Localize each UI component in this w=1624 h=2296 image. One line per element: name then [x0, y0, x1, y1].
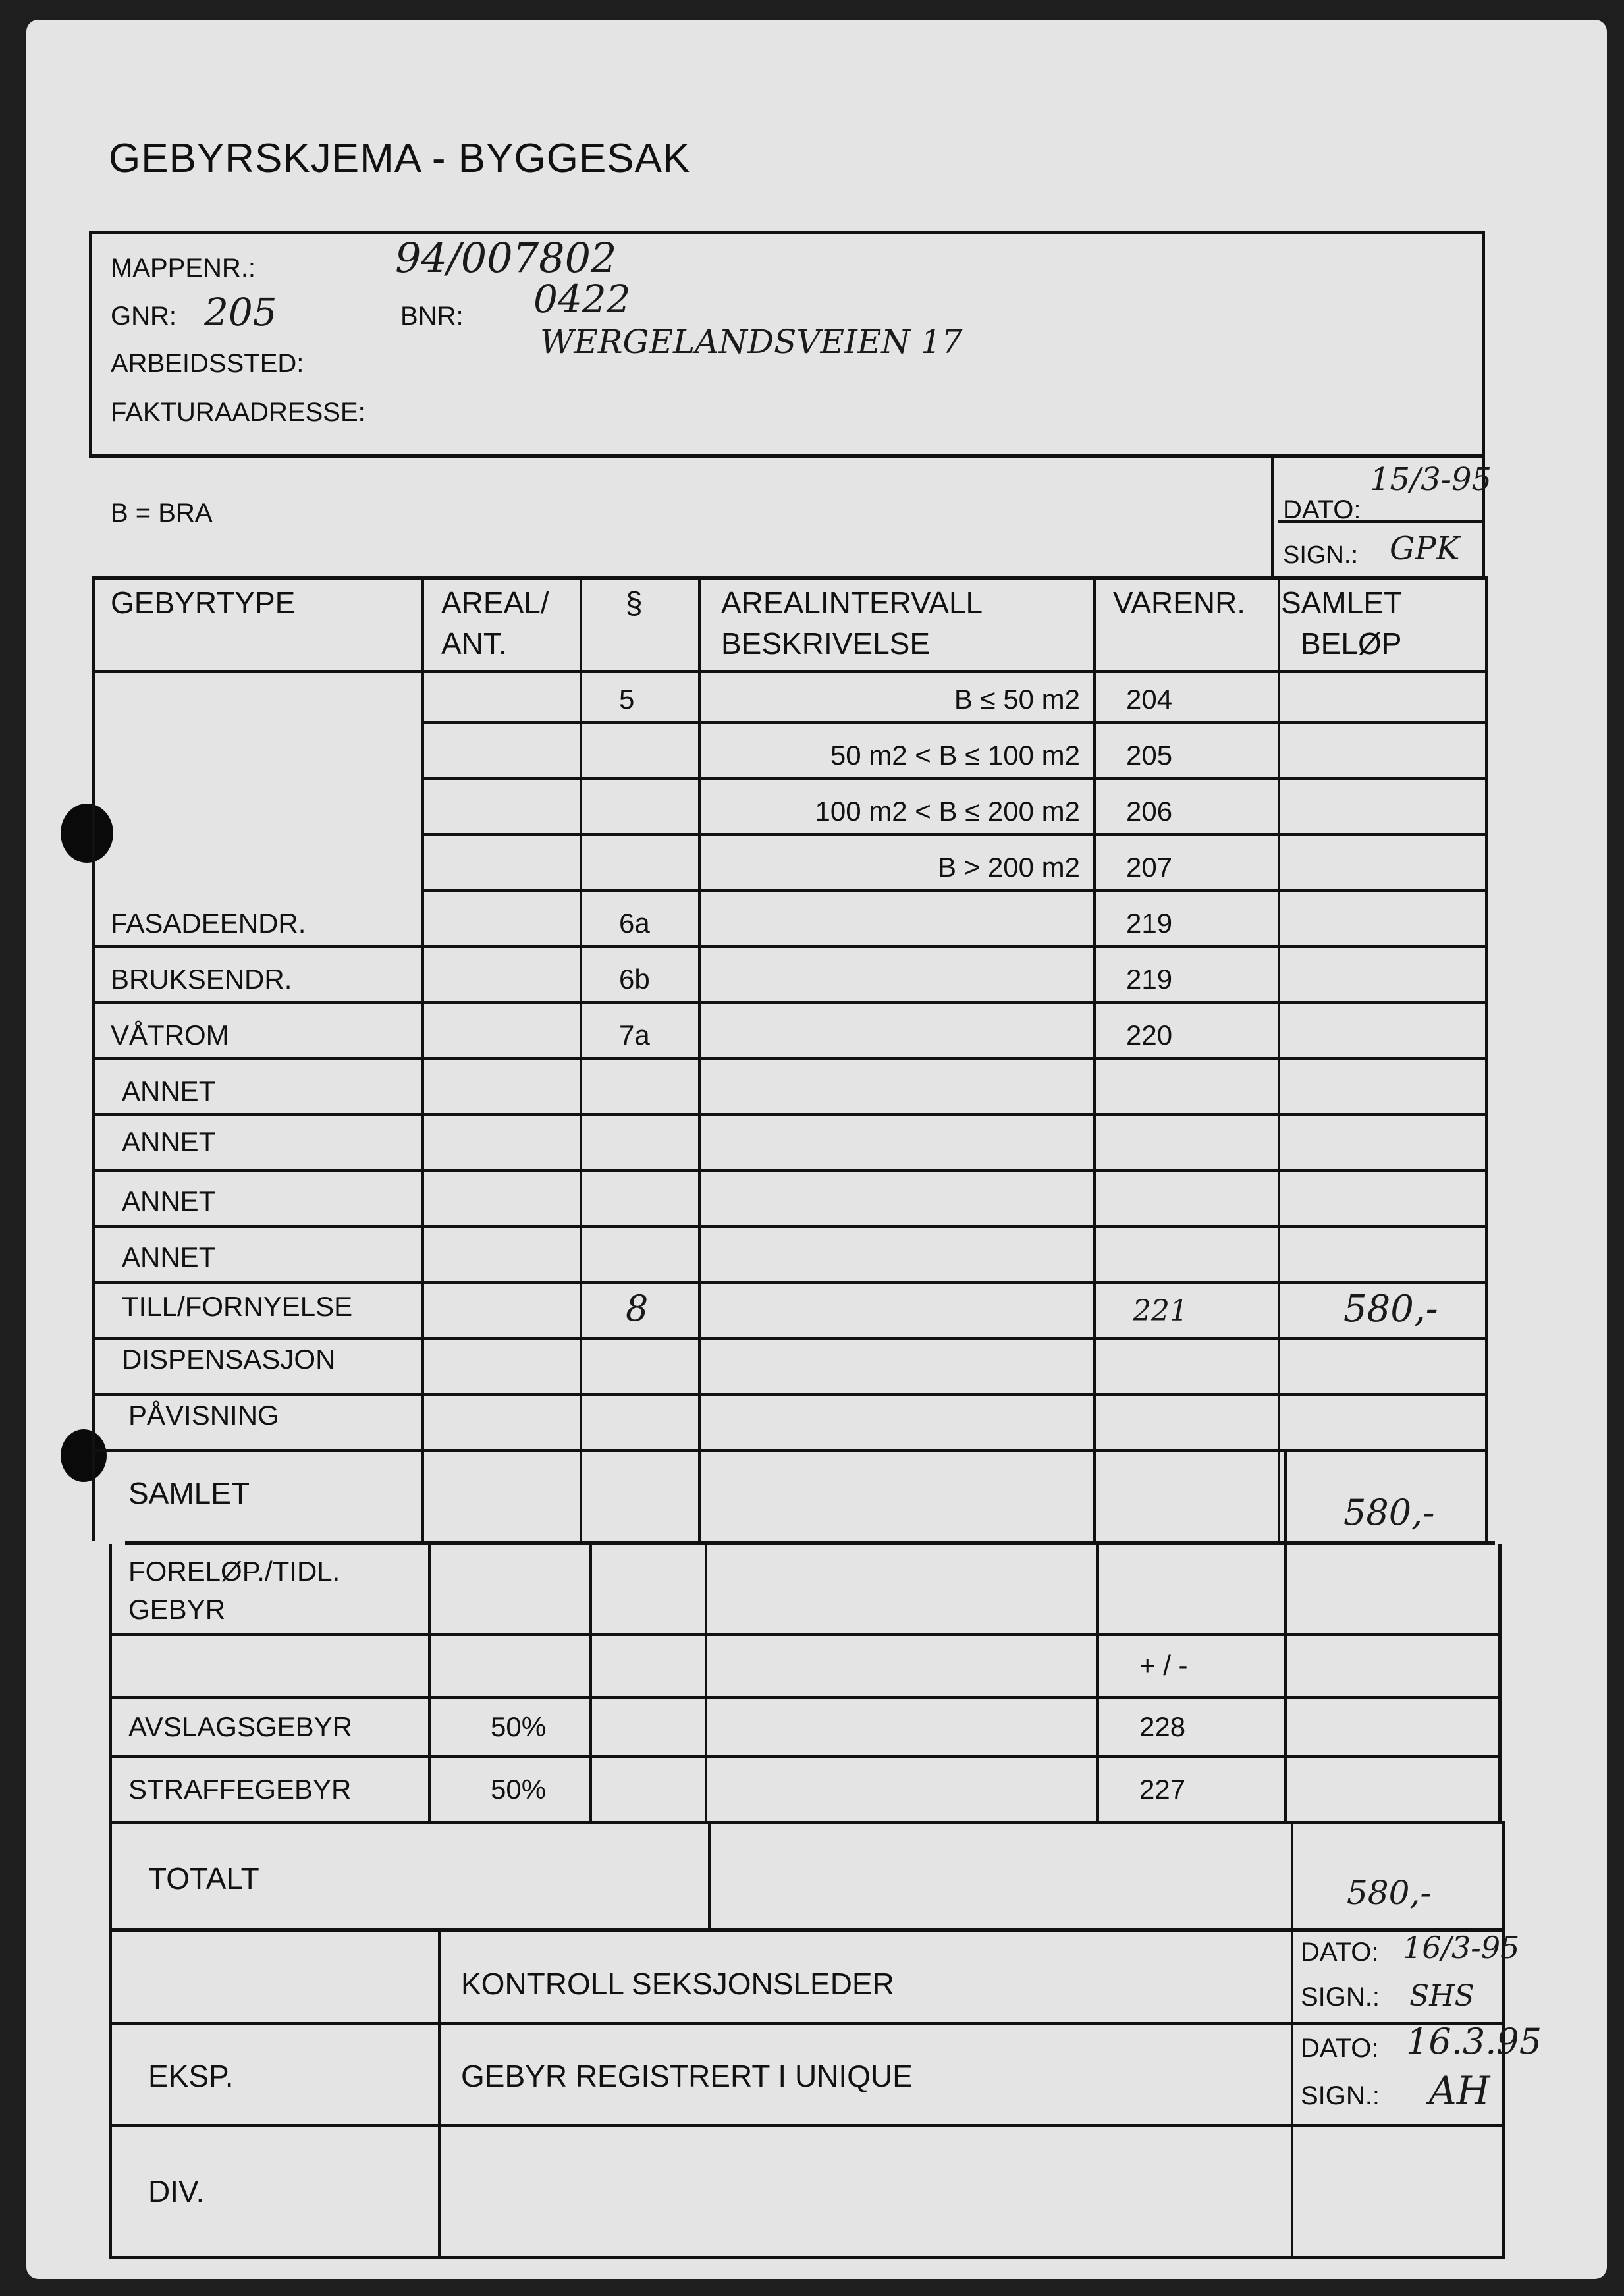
totalt-value: 580,- — [1347, 1874, 1432, 1912]
header-samlet-2: BELØP — [1301, 626, 1402, 661]
gnr-label: GNR: — [111, 302, 176, 331]
box-border-left — [89, 231, 92, 458]
totalt-col-line — [708, 1821, 711, 1930]
row-line — [421, 889, 1488, 892]
row-line — [92, 945, 1488, 948]
row-interval: B ≤ 50 m2 — [954, 684, 1080, 715]
mappenr-value: 94/007802 — [395, 234, 617, 282]
row-type: FASADEENDR. — [111, 908, 306, 939]
straffe-varenr: 227 — [1139, 1774, 1186, 1805]
header-areal-1: AREAL/ — [441, 586, 549, 620]
header-areal-2: ANT. — [441, 626, 507, 661]
fakturaadresse-label: FAKTURAADRESSE: — [111, 398, 365, 427]
footer-col-line — [1291, 1821, 1293, 2259]
row-line — [92, 1057, 1488, 1060]
avslag-varenr: 228 — [1139, 1711, 1186, 1742]
row-varenr: 205 — [1126, 740, 1173, 771]
row-line — [92, 1169, 1488, 1172]
row-type: ANNET — [122, 1126, 216, 1157]
straffe-pct: 50% — [491, 1774, 547, 1805]
row-type: DISPENSASJON — [122, 1344, 336, 1375]
samlet-label: SAMLET — [128, 1476, 250, 1510]
sign1-label: SIGN.: — [1301, 1982, 1380, 2011]
forelop-label-1: FORELØP./TIDL. — [128, 1556, 340, 1587]
sign1-value: SHS — [1409, 1979, 1475, 2013]
bnr-label: BNR: — [400, 302, 464, 331]
lower-col-line — [1284, 1544, 1287, 1821]
row-type: ANNET — [122, 1076, 216, 1107]
dato-label: DATO: — [1283, 495, 1361, 524]
row-para: 6a — [619, 908, 650, 939]
sign-label: SIGN.: — [1283, 541, 1359, 569]
row-line — [421, 721, 1488, 724]
lower-col-line — [428, 1544, 431, 1821]
row-varenr: 206 — [1126, 796, 1173, 827]
box-border-bottom — [89, 454, 1485, 458]
row-type: TILL/FORNYELSE — [122, 1291, 353, 1322]
header-bottom-line — [92, 670, 1488, 673]
avslag-pct: 50% — [491, 1711, 547, 1742]
header-interval-2: BESKRIVELSE — [721, 626, 931, 661]
samlet-bottom-line — [125, 1541, 1495, 1545]
row-para: 7a — [619, 1020, 650, 1051]
row-line — [421, 833, 1488, 836]
row-type: VÅTROM — [111, 1020, 229, 1051]
row-line — [92, 1225, 1488, 1228]
row-line — [109, 2022, 1505, 2025]
lower-border-right — [1498, 1544, 1502, 1821]
forelop-label-2: GEBYR — [128, 1594, 226, 1625]
b-note: B = BRA — [111, 499, 213, 528]
row-type: ANNET — [122, 1186, 216, 1216]
samlet-divider — [1284, 1449, 1287, 1544]
footer-border-bottom — [109, 2256, 1505, 2259]
avslag-label: AVSLAGSGEBYR — [128, 1711, 353, 1742]
form-title: GEBYRSKJEMA - BYGGESAK — [109, 136, 691, 181]
row-varenr: 221 — [1133, 1294, 1188, 1328]
dato-value: 15/3-95 — [1370, 461, 1492, 498]
row-varenr: 219 — [1126, 964, 1173, 995]
footer-border-left — [109, 1821, 112, 2259]
row-type: ANNET — [122, 1242, 216, 1272]
registrert-label: GEBYR REGISTRERT I UNIQUE — [461, 2059, 913, 2093]
row-line — [109, 1633, 1502, 1636]
kontroll-label: KONTROLL SEKSJONSLEDER — [461, 1967, 894, 2001]
punch-hole — [61, 1429, 107, 1482]
arbeidssted-value: WERGELANDSVEIEN 17 — [540, 323, 963, 361]
lower-col-line — [589, 1544, 592, 1821]
row-line — [92, 1337, 1488, 1340]
row-line — [421, 777, 1488, 780]
row-varenr: 220 — [1126, 1020, 1173, 1051]
header-varenr: VARENR. — [1113, 586, 1246, 620]
row-belop: 580,- — [1343, 1288, 1438, 1330]
row-interval: 100 m2 < B ≤ 200 m2 — [815, 796, 1080, 827]
row-line — [92, 1113, 1488, 1116]
lower-col-line — [1096, 1544, 1099, 1821]
plus-minus: + / - — [1139, 1650, 1188, 1681]
mappenr-label: MAPPENR.: — [111, 254, 256, 283]
row-line — [92, 1393, 1488, 1396]
sign2-label: SIGN.: — [1301, 2081, 1380, 2110]
footer-col-line — [438, 1930, 441, 2259]
row-line — [92, 1449, 1488, 1452]
row-varenr: 204 — [1126, 684, 1173, 715]
lower-border-left — [109, 1544, 112, 1821]
lower-col-line — [705, 1544, 707, 1821]
row-line — [109, 2124, 1505, 2127]
row-para: 8 — [626, 1288, 649, 1329]
row-line — [92, 1001, 1488, 1004]
totalt-label: TOTALT — [148, 1861, 259, 1896]
row-line — [109, 1928, 1505, 1932]
row-para: 5 — [619, 684, 635, 715]
dato1-label: DATO: — [1301, 1938, 1379, 1967]
dato2-value: 16.3.95 — [1406, 2021, 1542, 2062]
eksp-label: EKSP. — [148, 2059, 234, 2093]
row-line — [109, 1755, 1502, 1758]
row-para: 6b — [619, 964, 650, 995]
row-interval: B > 200 m2 — [938, 852, 1080, 883]
box-border-right — [1482, 231, 1485, 458]
row-varenr: 207 — [1126, 852, 1173, 883]
dato1-value: 16/3-95 — [1403, 1930, 1520, 1965]
row-type: PÅVISNING — [128, 1400, 279, 1431]
header-paragraph: § — [626, 586, 643, 620]
samlet-value: 580,- — [1343, 1492, 1435, 1533]
box-border-top — [89, 231, 1485, 234]
row-line — [92, 1281, 1488, 1284]
sign-value: GPK — [1390, 530, 1460, 567]
bnr-value: 0422 — [533, 277, 631, 321]
header-samlet-1: SAMLET — [1281, 586, 1403, 620]
row-type: BRUKSENDR. — [111, 964, 292, 995]
dato2-label: DATO: — [1301, 2034, 1379, 2063]
dato-box-left — [1271, 458, 1274, 578]
arbeidssted-label: ARBEIDSSTED: — [111, 349, 304, 378]
header-interval-1: AREALINTERVALL — [721, 586, 983, 620]
punch-hole — [61, 804, 113, 863]
gnr-value: 205 — [204, 290, 277, 335]
sign2-value: AH — [1429, 2068, 1490, 2113]
header-gebyrtype: GEBYRTYPE — [111, 586, 296, 620]
straffe-label: STRAFFEGEBYR — [128, 1774, 352, 1805]
div-label: DIV. — [148, 2174, 205, 2208]
row-interval: 50 m2 < B ≤ 100 m2 — [830, 740, 1080, 771]
row-varenr: 219 — [1126, 908, 1173, 939]
row-line — [109, 1696, 1502, 1699]
